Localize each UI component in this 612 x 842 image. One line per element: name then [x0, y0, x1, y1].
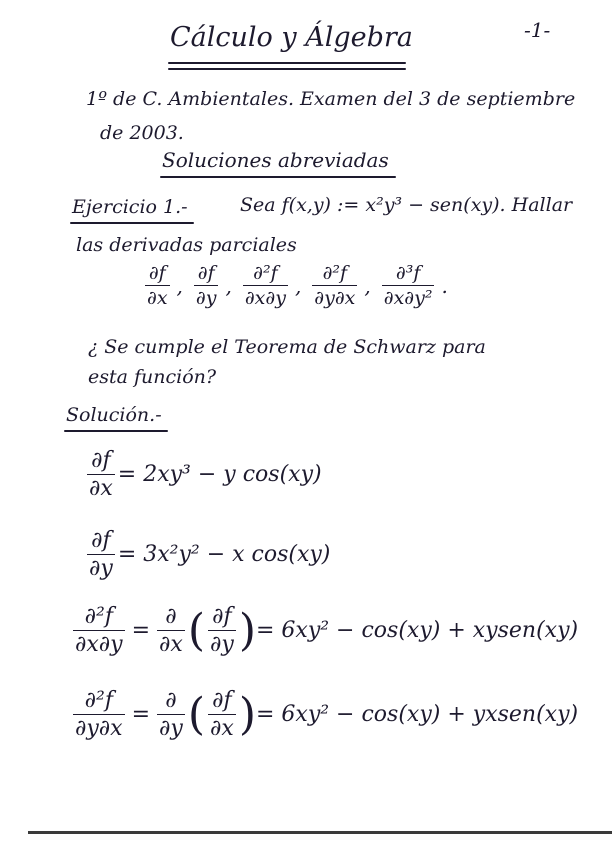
df-dy-rhs: = 3x²y² − x cos(xy): [117, 542, 331, 567]
partial-4: $\frac{\text{∂²f}}{\partial y\partial x}$: [314, 262, 356, 309]
page-number: -1-: [524, 18, 551, 42]
partial-3: $\frac{\text{∂²f}}{\partial x\partial y}$: [244, 262, 286, 309]
partial-1: $\frac{\partial f}{\partial x}$: [147, 262, 168, 309]
solution-underline: [64, 430, 168, 432]
question-line-2: esta función?: [88, 366, 217, 388]
equation-df-dx: [84, 448, 322, 501]
exercise-label: Ejercicio 1.-: [72, 196, 188, 218]
question-line: ¿ Se cumple el Teorema de Schwarz para: [88, 336, 486, 358]
partials-list: $\frac{\partial f}{\partial x}$ , $\frac{\partial f}{\partial y}$ , $\frac{\text{∂²f}}{\partial x\partial y}$ , $\frac{\text{∂²f}}{\partial y\partial x}$ , $\frac{\text{∂³f}}{\text{∂x∂y²}}$ .: [147, 262, 448, 309]
scan-bottom-edge: [28, 831, 612, 834]
d-dy-operator: $\frac{\partial}{\partial y}$: [159, 688, 183, 741]
equation-df-dy: [84, 528, 330, 581]
d-dx-operator: $\frac{\partial}{\partial x}$: [159, 604, 183, 657]
page-title: Cálculo y Álgebra: [170, 22, 413, 53]
equation-d2f-dxdy: $\frac{\text{∂²f}}{\partial x\partial y}$ = $\frac{\partial}{\partial x}$ ( $\frac{\partial f}{\partial y}$ ) = 6xy² − cos(xy) + xysen(xy): [75, 604, 579, 657]
df-dy-fraction: $\frac{\partial f}{\partial y}$: [89, 528, 113, 581]
year-line: de 2003.: [100, 122, 184, 144]
subtitle-underline: [160, 176, 396, 178]
d2f-dydx-fraction: $\frac{\text{∂²f}}{\partial y\partial x}$: [75, 688, 123, 741]
d2f-dydx-rhs: = 6xy² − cos(xy) + yxsen(xy): [255, 702, 579, 727]
df-dx-rhs: = 2xy³ − y cos(xy): [117, 462, 322, 487]
title-underline: [168, 62, 406, 64]
exercise-label-underline: [70, 222, 194, 224]
exercise-statement: Sea f(x,y) := x²y³ − sen(xy). Hallar: [240, 194, 573, 216]
subtitle: Soluciones abreviadas: [162, 148, 389, 172]
title-underline-2: [168, 68, 406, 70]
df-dy-inner: $\frac{\partial f}{\partial y}$: [210, 604, 234, 657]
partial-2: $\frac{\partial f}{\partial y}$: [195, 262, 217, 309]
d2f-dxdy-rhs: = 6xy² − cos(xy) + xysen(xy): [255, 618, 579, 643]
partial-5: $\frac{\text{∂³f}}{\text{∂x∂y²}}$: [383, 262, 433, 309]
solution-label: Solución.-: [66, 404, 162, 426]
df-dx-inner: $\frac{\partial f}{\partial x}$: [210, 688, 234, 741]
equation-d2f-dydx: $\frac{\text{∂²f}}{\partial y\partial x}$ = $\frac{\partial}{\partial y}$ ( $\frac{\partial f}{\partial x}$ ) = 6xy² − cos(xy) + yxsen(xy): [75, 688, 579, 741]
course-line: 1º de C. Ambientales. Examen del 3 de septiembre: [86, 88, 576, 110]
exercise-statement-cont: las derivadas parciales: [76, 234, 297, 256]
d2f-dxdy-fraction: $\frac{\text{∂²f}}{\partial x\partial y}$: [75, 604, 123, 657]
df-dx-fraction: $\frac{\partial f}{\partial x}$: [89, 448, 113, 501]
